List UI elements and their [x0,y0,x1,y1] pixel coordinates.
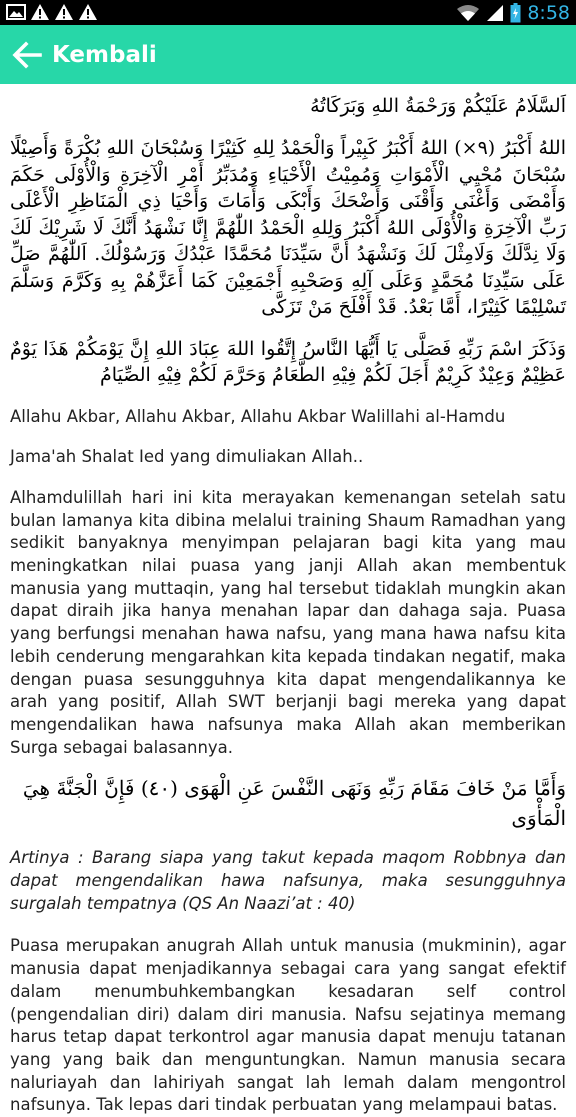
verse-translation: Artinya : Barang siapa yang takut kepada maqom Robbnya dan dapat mengendalikan hawa nafsunya, maka sesungguhnya surgalah tempatnya (QS An Naazi’at : 40) [10,848,566,913]
paragraph-2: Puasa merupakan anugrah Allah untuk manusia (mukminin), agar manusia dapat menjadikannya sebagai cara yang sangat efektif dalam menumbuhkembangkan kesadaran self control (pengendalian diri) dalam diri manusia. Nafsu sejatinya memang harus tetap dapat terkontrol agar manusia dapat menuju tatanan yang yang baik dan menguntungkan. Namun manusia secara naluriayah dan lahiriyah sangat lah lemah dalam mengontrol nafsunya. Tak lepas dari tindak perbuatan yang melampaui batas. [10,936,566,1115]
takbir-latin: Allahu Akbar, Allahu Akbar, Allahu Akbar Walillahi al-Hamdu [10,406,506,426]
app-title[interactable]: Kembali [52,41,157,68]
status-bar [0,0,576,25]
app-bar [0,25,576,84]
back-button[interactable] [2,25,52,84]
warning-icon [30,3,50,21]
salam-arabic: اَلسَّلَامُ عَلَيْكُمْ وَرَحْمَةُ اللهِ وَبَرَكَاتُهُ [310,95,566,117]
warning-icon [54,3,74,21]
sermon-content[interactable] [0,84,576,1115]
greeting: Jama'ah Shalat Ied yang dimuliakan Allah.. [10,447,364,467]
signal-icon [486,4,504,22]
wifi-icon [456,4,480,22]
image-notification-icon [6,3,26,21]
battery-icon [510,3,521,23]
arrow-left-icon [12,42,42,68]
dzikr-arabic: وَذَكَرَ اسْمَ رَبِّهِ فَصَلَّى يَا أَيُّهَا النَّاسُ إِتَّقُوا اللهَ عِبَادَ اللهِ إِنَّ يَوْمَكُمْ هَذَا يَوْمٌ عَظِيْمٌ وَعِيْدٌ كَرِيْمٌ أَجَلَ لَكُمْ فِيْهِ الطَّعَامُ وَحَرَّمَ لَكُمْ فِيْهِ الصِّيَامُ [10,337,566,386]
paragraph-1: Alhamdulillah hari ini kita merayakan kemenangan setelah satu bulan lamanya kita dibina melalui training Shaum Ramadhan yang sedikit banyaknya menyimpan pelajaran bagi kita yang mau meningkatkan nilai puasa yang janji Allah akan membentuk manusia yang muttaqin, yang hal tersebut tidaklah mungkin akan dapat diraih jika hanya menahan lapar dan dahaga saja. Puasa yang berfungsi menahan hawa nafsu, yang mana hawa nafsu kita lebih cenderung mengarahkan kita kepada tindakan negatif, maka dengan puasa sesungguhnya kita dapat mengendalikannya ke arah yang positif, Allah SWT berjanji bagi mereka yang dapat mengendalikan hawa nafsunya maka Allah akan memberikan Surga sebagai balasannya. [10,487,566,757]
takbir-arabic: اللهُ أَكْبَرُ (٩×) اللهُ أَكْبَرُ كَبِيْراً وَالْحَمْدُ لِلهِ كَثِيْرًا وَسُبْحَانَ اللهِ بُكْرَةً وَأَصِيْلًا سُبْحَانَ مُحْيِي الْأَمْوَاتِ وَمُمِيْتُ الْأَحْيَاءِ وَمُدَبِّرُ أَمْرِ الْآخِرَةِ وَالْأُوْلَى حَكَمَ وَأَمْضَى وَأَغْنَى وَأَقْنَى وَأَضْحَكَ وَأَبْكَى وَأَمَاتَ وَأَحْيَا ذِي الْمَنَاظِرِ الْأَعْلَى رَبِّ الْآخِرَةِ وَالْأُوْلَى اللهُ أَكْبَرُ وَلِلهِ الْحَمْدُ اللّٰهُمَّ إِنَّا نَشْهَدُ أَنَّكَ لَا شَرِيْكَ لَكَ وَلَا نِدَّلَكَ وَلَامِثْلَ لَكَ وَنَشْهَدُ أَنَّ سَيِّدَنَا مُحَمَّدًا عَبْدُكَ وَرَسُوْلُكَ. اَللّٰهُمَّ صَلِّ عَلَى سَيِّدِنَا مُحَمَّدٍ وَعَلَى آلِهِ وَصَحْبِهِ أَجْمَعِيْنَ كَمَا أَعَزَّهُمْ بِهِ وَكَرَّمَ وَسَلَّمَ تَسْلِيْمًا كَثِيْرًا، أَمَّا بَعْدُ. قَدْ أَفْلَحَ مَنْ تَزَكَّى [10,137,566,318]
system-icons [456,0,570,25]
verse-arabic: وَأَمَّا مَنْ خَافَ مَقَامَ رَبِّهِ وَنَهَى النَّفْسَ عَنِ الْهَوَى (٤٠) فَإِنَّ الْجَنَّةَ هِيَ الْمَأْوَى [22,776,566,831]
notification-icons [6,3,98,21]
clock: 8:58 [527,1,570,24]
warning-icon [78,3,98,21]
